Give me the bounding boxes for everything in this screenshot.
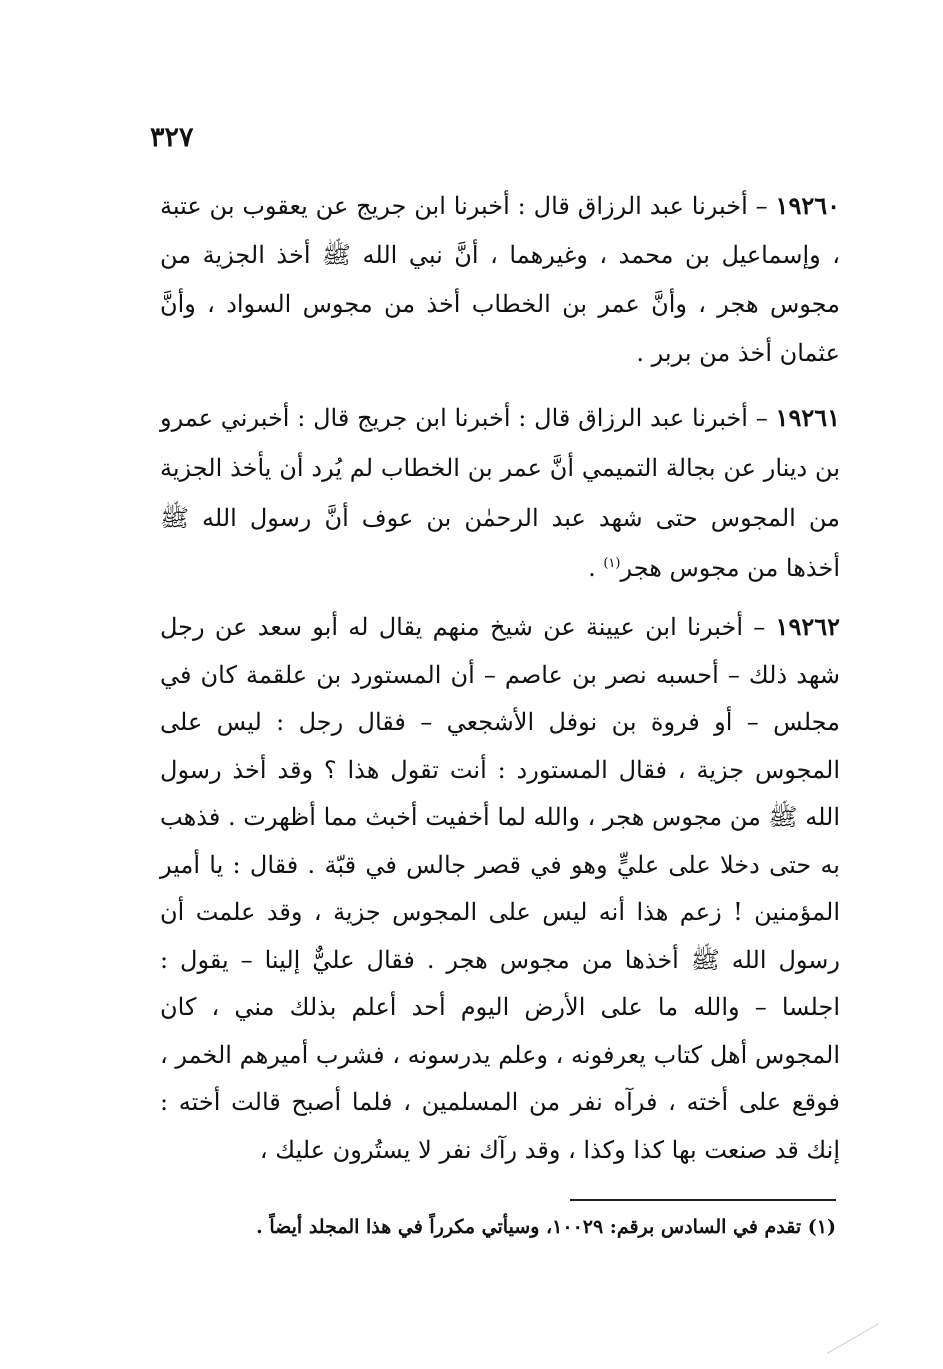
hadith-text-end: . <box>588 554 604 582</box>
hadith-number: ١٩٢٦١ <box>775 403 840 432</box>
hadith-text: – أخبرنا عبد الرزاق قال : أخبرنا ابن جريج عن يعقوب بن عتبة ، وإسماعيل بن محمد ، وغيرهما ، أنَّ نبي الله ﷺ أخذ الجزية من مجوس هجر ، وأنَّ عمر بن الخطاب أخذ من مجوس السواد ، وأنَّ عثمان أخذ من بربر . <box>160 192 840 367</box>
hadith-paragraph <box>160 603 840 1174</box>
hadith-paragraph <box>160 393 840 593</box>
footnote-divider <box>570 1199 836 1201</box>
hadith-paragraph <box>160 181 840 378</box>
footnote: (١) تقدم في السادس برقم: ١٠٠٢٩، وسيأتي مكرراً في هذا المجلد أيضاً . <box>256 1216 836 1238</box>
page-number: ٣٢٧ <box>150 122 194 153</box>
hadith-entry <box>160 393 840 593</box>
hadith-number: ١٩٢٦٠ <box>775 191 840 220</box>
scan-artifact <box>827 1323 879 1354</box>
hadith-text: – أخبرنا عبد الرزاق قال : أخبرنا ابن جريج قال : أخبرني عمرو بن دينار عن بجالة التميمي أنَّ عمر بن الخطاب لم يُرد أن يأخذ الجزية من المجوس حتى شهد عبد الرحمٰن بن عوف أنَّ رسول الله ﷺ أخذها من مجوس هجر <box>160 404 840 582</box>
hadith-entry <box>160 181 840 378</box>
hadith-number: ١٩٢٦٢ <box>775 612 840 641</box>
footnote-reference: (١) <box>603 556 621 571</box>
hadith-entry <box>160 603 840 1174</box>
hadith-text: – أخبرنا ابن عيينة عن شيخ منهم يقال له أبو سعد عن رجل شهد ذلك – أحسبه نصر بن عاصم – أن المستورد بن علقمة كان في مجلس – أو فروة بن نوفل الأشجعي – فقال رجل : ليس على المجوس جزية ، فقال المستورد : أنت تقول هذا ؟ وقد أخذ رسول الله ﷺ من مجوس هجر ، والله لما أخفيت أخبث مما أظهرت . فذهب به حتى دخلا على عليٍّ وهو في قصر جالس في قبّة . فقال : يا أمير المؤمنين ! زعم هذا أنه ليس على المجوس جزية ، وقد علمت أن رسول الله ﷺ أخذها من مجوس هجر . فقال عليٌّ إلينا – يقول : اجلسا – والله ما على الأرض اليوم أحد أعلم بذلك مني ، كان المجوس أهل كتاب يعرفونه ، وعلم يدرسونه ، فشرب أميرهم الخمر ، فوقع على أخته ، فرآه نفر من المسلمين ، فلما أصبح قالت أخته : إنك قد صنعت بها كذا وكذا ، وقد رآك نفر لا يستُرون عليك ، <box>160 613 840 1164</box>
